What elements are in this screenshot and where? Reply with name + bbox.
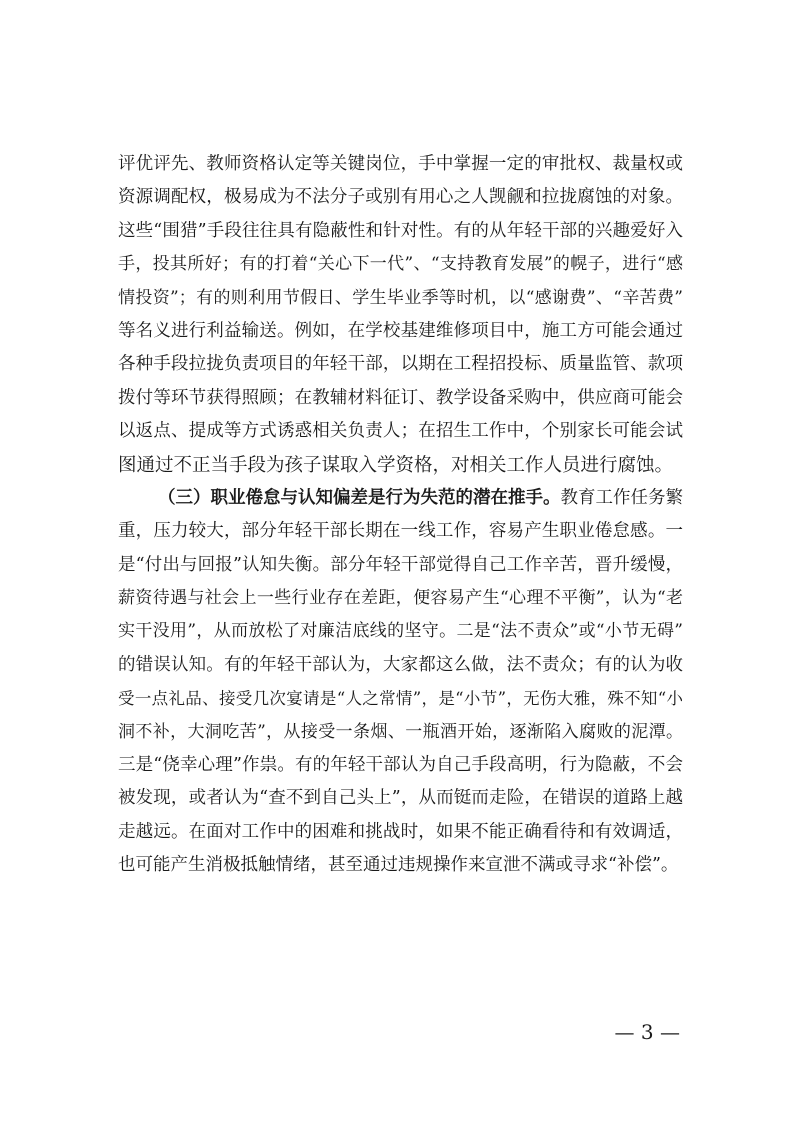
paragraph-line: 被发现，或者认为“查不到自己头上”，从而铤而走险，在错误的道路上越 xyxy=(118,788,683,809)
paragraph-line: 这些“围猎”手段往往具有隐蔽性和针对性。有的从年轻干部的兴趣爱好入 xyxy=(118,220,683,241)
paragraph-line: 受一点礼品、接受几次宴请是“人之常情”，是“小节”，无伤大雅，殊不知“小 xyxy=(118,689,683,709)
paragraph-line: 情投资”；有的则利用节假日、学生毕业季等时机，以“感谢费”、“辛苦费” xyxy=(118,287,683,308)
body-text xyxy=(118,148,683,883)
paragraph-line: 走越远。在面对工作中的困难和挑战时，如果不能正确看待和有效调适， xyxy=(118,821,683,842)
paragraph-line: 资源调配权，极易成为不法分子或别有用心之人觊觎和拉拢腐蚀的对象。 xyxy=(118,187,683,208)
paragraph-line: 等名义进行利益输送。例如，在学校基建维修项目中，施工方可能会通过 xyxy=(118,320,683,341)
section-heading-rest: 教育工作任务繁 xyxy=(560,487,683,508)
paragraph-line: 图通过不正当手段为孩子谋取入学资格，对相关工作人员进行腐蚀。 xyxy=(118,454,674,476)
page-number: — 3 — xyxy=(614,1020,680,1044)
paragraph-line: 以返点、提成等方式诱惑相关负责人；在招生工作中，个别家长可能会试 xyxy=(118,421,683,442)
paragraph-line: 评优评先、教师资格认定等关键岗位，手中掌握一定的审批权、裁量权或 xyxy=(118,154,683,174)
paragraph-line: 各种手段拉拢负责项目的年轻干部，以期在工程招投标、质量监管、款项 xyxy=(118,354,683,375)
paragraph-line: 薪资待遇与社会上一些行业存在差距，便容易产生“心理不平衡”，认为“老 xyxy=(118,588,683,609)
paragraph-line: 的错误认知。有的年轻干部认为，大家都这么做，法不责众；有的认为收 xyxy=(118,654,683,675)
paragraph-line: 三是“侥幸心理”作祟。有的年轻干部认为自己手段高明，行为隐蔽，不会 xyxy=(118,755,683,776)
paragraph-line: 是“付出与回报”认知失衡。部分年轻干部觉得自己工作辛苦，晋升缓慢， xyxy=(118,554,683,575)
paragraph-line: 拨付等环节获得照顾；在教辅材料征订、教学设备采购中，供应商可能会 xyxy=(118,387,683,408)
paragraph-line: 重，压力较大，部分年轻干部长期在一线工作，容易产生职业倦怠感。一 xyxy=(118,521,683,542)
paragraph-line: 手，投其所好；有的打着“关心下一代”、“支持教育发展”的幌子，进行“感 xyxy=(118,254,683,275)
paragraph-line: 也可能产生消极抵触情绪，甚至通过违规操作来宣泄不满或寻求“补偿”。 xyxy=(118,855,679,876)
section-heading: （三）职业倦怠与认知偏差是行为失范的潜在推手。 xyxy=(158,487,561,508)
paragraph-line: 洞不补，大洞吃苦”，从接受一条烟、一瓶酒开始，逐渐陷入腐败的泥潭。 xyxy=(118,721,683,742)
section-heading-line xyxy=(118,482,683,515)
paragraph-line: 实干没用”，从而放松了对廉洁底线的坚守。二是“法不责众”或“小节无碍” xyxy=(118,621,683,642)
